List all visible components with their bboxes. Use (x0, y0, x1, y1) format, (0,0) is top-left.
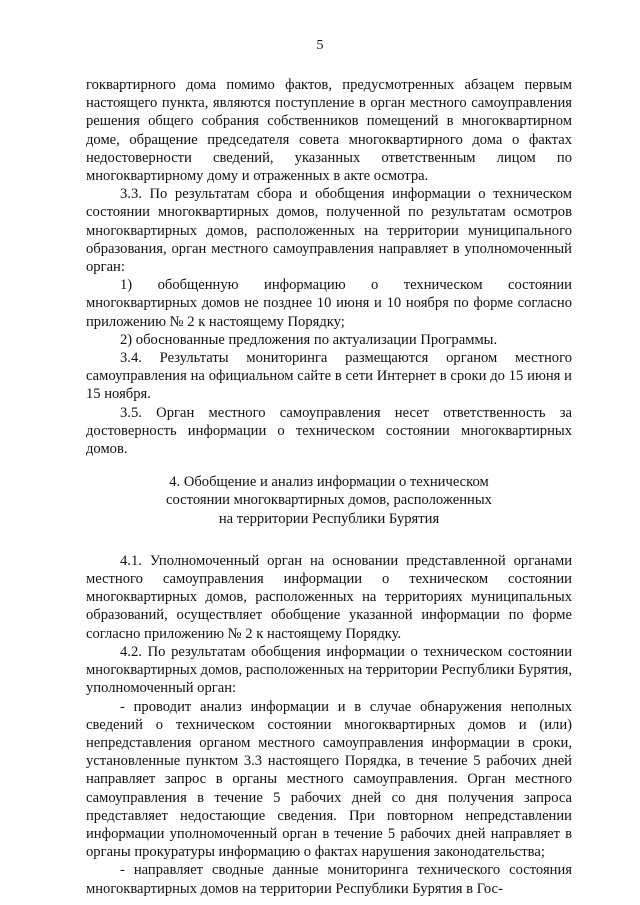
paragraph: 3.5. Орган местного самоуправления несет ответственность за достоверность информации о техническом состоянии многоквартирных домов. (86, 404, 572, 458)
paragraph: 3.4. Результаты мониторинга размещаются органом местного самоуправления на официальном сайте в сети Интернет в сроки до 15 июня и 15 ноября. (86, 350, 572, 403)
paragraph: - проводит анализ информации и в случае обнаружения неполных сведений о техническом состоянии многоквартирных домов и (или) непредставления органом местного самоуправления информации в сроки, установленные пунктом 3.3 настоящего Порядка, в течение 5 рабочих дней направляет запрос в органы местного самоуправления. Орган местного самоуправления в течение 5 рабочих дней со дня получения запроса представляет недостающие сведения. При повторном непредставлении информации уполномоченный орган в течение 5 рабочих дней направляет в органы прокуратуры информацию о фактах нарушения законодательства; (86, 698, 572, 861)
section-heading-line-2: состоянии многоквартирных домов, расположенных (166, 492, 492, 509)
section-heading-line-1: 4. Обобщение и анализ информации о техническом (169, 474, 489, 491)
paragraph: 4.2. По результатам обобщения информации о техническом состоянии многоквартирных домов, расположенных на территории Республики Бурятия, уполномоченный орган: (86, 643, 572, 697)
page-number: 5 (316, 38, 324, 53)
paragraph-group-top (86, 76, 572, 458)
section-heading-line-3: на территории Республики Бурятия (218, 510, 440, 527)
paragraph-group-bottom (86, 552, 572, 898)
paragraph: - направляет сводные данные мониторинга технического состояния многоквартирных домов на территории Республики Бурятия в Гос- (86, 862, 572, 897)
document-body (86, 76, 572, 898)
paragraph: 4.1. Уполномоченный орган на основании представленной органами местного самоуправления информации о техническом состоянии многоквартирных домов, расположенных на территориях муниципальных образований, осуществляет обобщение указанной информации по форме согласно приложению № 2 к настоящему Порядку. (86, 552, 572, 642)
paragraph: 2) обоснованные предложения по актуализации Программы. (120, 331, 498, 348)
paragraph: гоквартирного дома помимо фактов, предусмотренных абзацем первым настоящего пункта, являются поступление в орган местного самоуправления решения общего собрания собственников помещений в многоквартирном доме, обращение председателя совета многоквартирного дома о фактах недостоверности сведений, указанных ответственным лицом по многоквартирному дому и отраженных в акте осмотра. (86, 77, 572, 185)
section-heading (86, 473, 572, 528)
paragraph: 3.3. По результатам сбора и обобщения информации о техническом состоянии многоквартирных домов, полученной по результатам осмотров многоквартирных домов, расположенных на территории муниципального образования, орган местного самоуправления направляет в уполномоченный орган: (86, 186, 572, 276)
paragraph: 1) обобщенную информацию о техническом состоянии многоквартирных домов не позднее 10 июня и 10 ноября по форме согласно приложению № 2 к настоящему Порядку; (86, 277, 572, 330)
